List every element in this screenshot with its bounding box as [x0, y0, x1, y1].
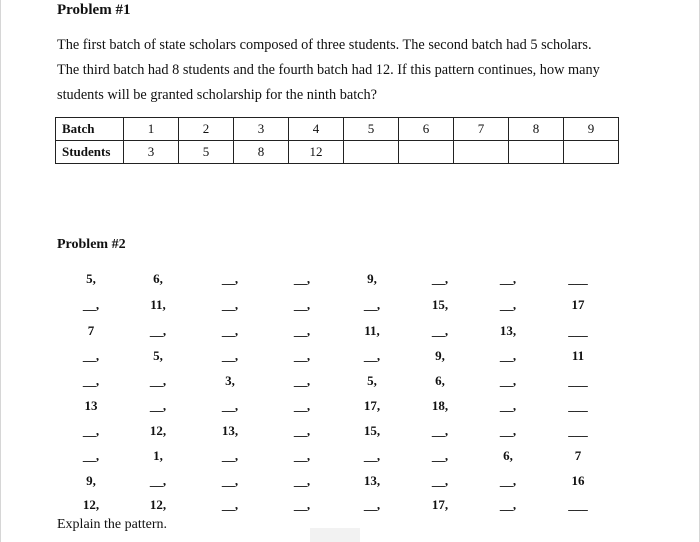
pattern-cell: 12, — [82, 497, 100, 512]
pattern-cell: __, — [363, 497, 381, 512]
pattern-cell: 17, — [431, 497, 449, 512]
pattern-cell: ___ — [568, 398, 588, 413]
pattern-cell: ___ — [568, 323, 588, 338]
batch-cell: 1 — [124, 118, 179, 141]
pattern-cell: __, — [221, 271, 239, 286]
batch-row — [56, 118, 619, 141]
students-cell: 12 — [289, 141, 344, 164]
batch-cell: 2 — [179, 118, 234, 141]
batch-cell: 6 — [399, 118, 454, 141]
pattern-cell: __, — [499, 297, 517, 312]
pattern-cell: ___ — [568, 497, 588, 512]
pattern-cell: __, — [431, 448, 449, 463]
pattern-cell: 6, — [153, 271, 163, 286]
batch-cell: 9 — [564, 118, 619, 141]
pattern-cell: __, — [431, 271, 449, 286]
pattern-cell: __, — [82, 423, 100, 438]
pattern-cell: __, — [499, 373, 517, 388]
students-cell: 5 — [179, 141, 234, 164]
pattern-cell: __, — [221, 398, 239, 413]
pattern-cell: 9, — [367, 271, 377, 286]
pattern-cell: 1, — [153, 448, 163, 463]
pattern-cell: __, — [363, 448, 381, 463]
pattern-cell: ___ — [568, 423, 588, 438]
pattern-cell: 16 — [571, 473, 585, 488]
pattern-cell: __, — [363, 297, 381, 312]
batch-cell: 3 — [234, 118, 289, 141]
pattern-cell: 13, — [363, 473, 381, 488]
pattern-cell: __, — [221, 473, 239, 488]
pattern-cell: 13 — [84, 398, 98, 413]
pattern-cell: 17 — [571, 297, 585, 312]
pattern-cell: __, — [431, 473, 449, 488]
pattern-cell: __, — [149, 323, 167, 338]
pattern-cell: __, — [293, 448, 311, 463]
pattern-cell: 15, — [431, 297, 449, 312]
pattern-cell: __, — [293, 323, 311, 338]
pattern-cell: ___ — [568, 271, 588, 286]
batch-table — [55, 117, 619, 164]
pattern-cell: 3, — [225, 373, 235, 388]
pattern-cell: __, — [499, 398, 517, 413]
pattern-cell: 18, — [431, 398, 449, 413]
pattern-cell: __, — [82, 373, 100, 388]
pattern-cell: __, — [293, 398, 311, 413]
pattern-cell: __, — [499, 271, 517, 286]
pattern-cell: __, — [293, 348, 311, 363]
pattern-cell: __, — [221, 323, 239, 338]
students-cell: 3 — [124, 141, 179, 164]
pattern-cell: __, — [431, 423, 449, 438]
pattern-cell: __, — [499, 497, 517, 512]
pattern-cell: __, — [499, 473, 517, 488]
students-cell — [564, 141, 619, 164]
pattern-cell: 9, — [435, 348, 445, 363]
pattern-cell: 9, — [86, 473, 96, 488]
pattern-cell: __, — [221, 497, 239, 512]
students-cell: 8 — [234, 141, 289, 164]
batch-header: Batch — [56, 118, 124, 141]
pattern-cell: 12, — [149, 423, 167, 438]
pattern-cell: __, — [293, 423, 311, 438]
pattern-cell: 17, — [363, 398, 381, 413]
batch-cell: 5 — [344, 118, 399, 141]
batch-cell: 4 — [289, 118, 344, 141]
pattern-cell: __, — [82, 348, 100, 363]
pattern-cell: 7 — [574, 448, 582, 463]
problem1-line: The first batch of state scholars composed of three students. The second batch had 5 scholars. — [57, 37, 592, 53]
pattern-cell: __, — [82, 448, 100, 463]
explain-prompt: Explain the pattern. — [57, 517, 168, 532]
pattern-cell: 5, — [153, 348, 163, 363]
pattern-cell: 11, — [150, 297, 166, 312]
students-cell — [344, 141, 399, 164]
pattern-cell: __, — [293, 473, 311, 488]
pattern-cell: 13, — [221, 423, 239, 438]
problem1-line: students will be granted scholarship for the ninth batch? — [57, 87, 378, 103]
students-cell — [399, 141, 454, 164]
pattern-cell: __, — [499, 348, 517, 363]
students-cell — [509, 141, 564, 164]
pattern-cell: 11 — [571, 348, 585, 363]
pattern-cell: 5, — [86, 271, 96, 286]
students-header: Students — [56, 141, 124, 164]
pattern-cell: 13, — [499, 323, 517, 338]
page-border-left — [0, 0, 1, 542]
pattern-cell: 15, — [363, 423, 381, 438]
pattern-cell: __, — [293, 297, 311, 312]
pattern-cell: __, — [221, 448, 239, 463]
pattern-cell: __, — [293, 497, 311, 512]
pattern-cell: __, — [363, 348, 381, 363]
students-cell — [454, 141, 509, 164]
pattern-cell: __, — [221, 297, 239, 312]
pattern-cell: __, — [293, 271, 311, 286]
pattern-cell: 5, — [367, 373, 377, 388]
pattern-cell: __, — [499, 423, 517, 438]
pattern-cell: __, — [293, 373, 311, 388]
pattern-cell: __, — [82, 297, 100, 312]
pattern-cell: __, — [149, 473, 167, 488]
pattern-cell: 12, — [149, 497, 167, 512]
problem2-title: Problem #2 — [57, 237, 126, 252]
problem1-text — [57, 33, 657, 108]
problem1-title: Problem #1 — [57, 2, 131, 18]
pattern-cell: 7 — [87, 323, 95, 338]
pattern-cell: ___ — [568, 373, 588, 388]
pattern-cell: __, — [431, 323, 449, 338]
batch-cell: 7 — [454, 118, 509, 141]
pattern-cell: __, — [149, 373, 167, 388]
batch-cell: 8 — [509, 118, 564, 141]
students-row — [56, 141, 619, 164]
scan-smudge — [310, 528, 360, 542]
pattern-cell: __, — [149, 398, 167, 413]
problem1-line: The third batch had 8 students and the fourth batch had 12. If this pattern continues, how many — [57, 62, 600, 78]
pattern-cell: 6, — [503, 448, 513, 463]
pattern-cell: 11, — [364, 323, 380, 338]
pattern-cell: __, — [221, 348, 239, 363]
pattern-cell: 6, — [435, 373, 445, 388]
